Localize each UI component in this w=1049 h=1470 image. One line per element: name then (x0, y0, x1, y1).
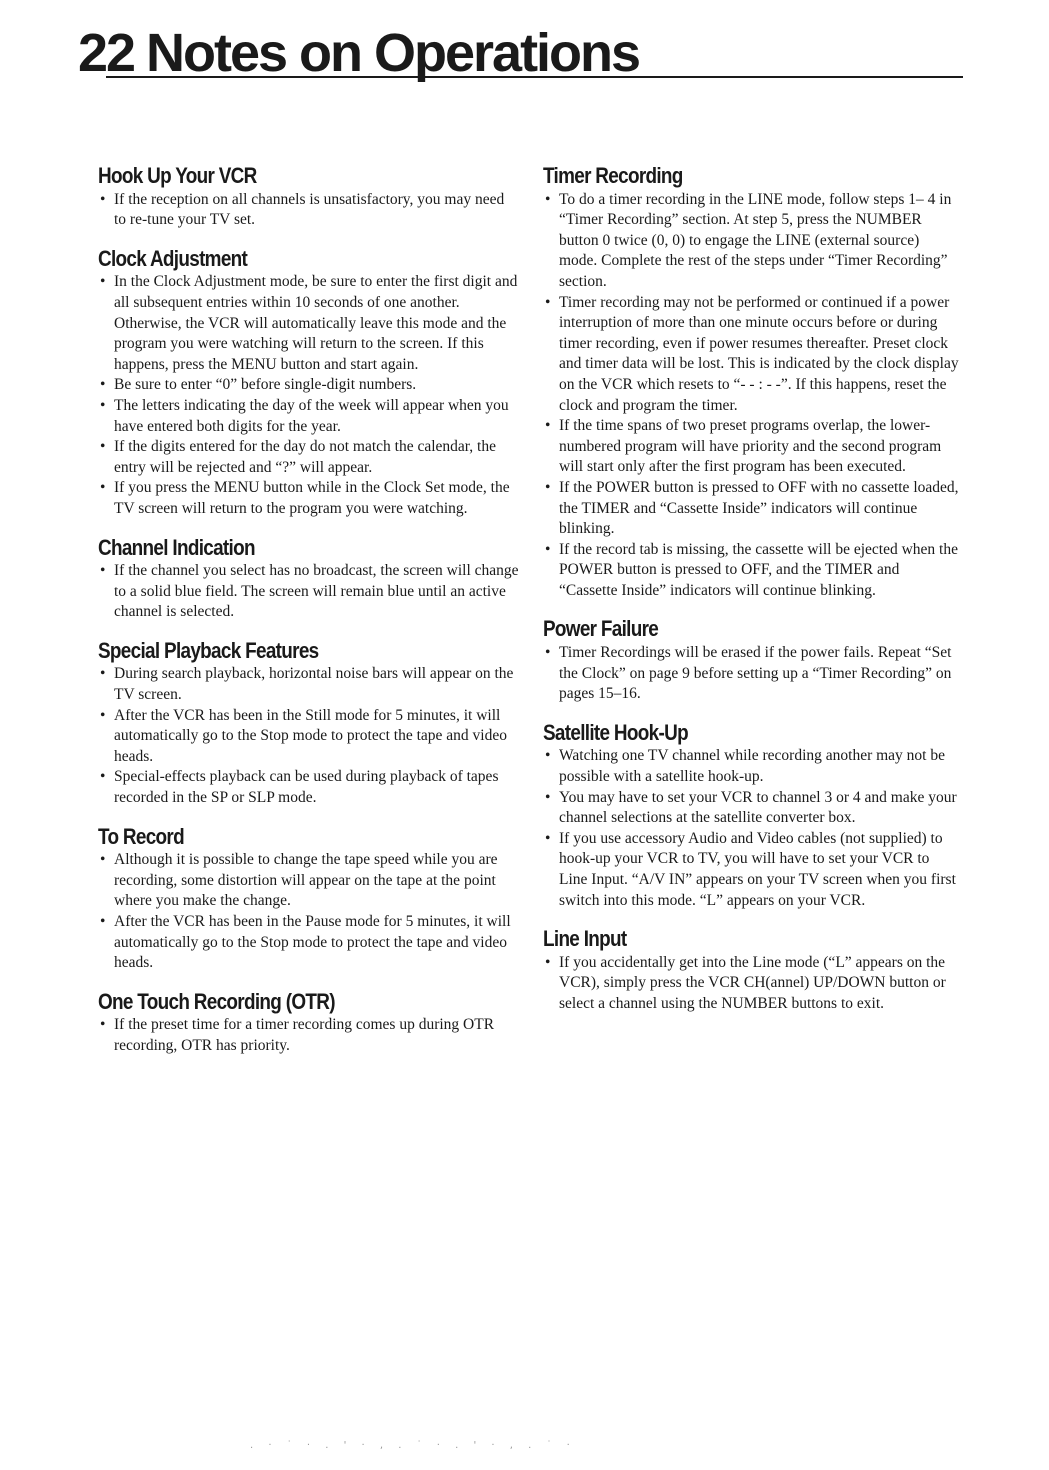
bullet-item: • If the POWER button is pressed to OFF with no cassette loaded, the TIMER and “Cassette Inside” indicators will continue blinking. (541, 478, 961, 540)
section-satellite-hook-up (541, 719, 961, 911)
bullet-item: • Special-effects playback can be used during playback of tapes recorded in the SP or SLP mode. (96, 767, 520, 808)
section-to-record (96, 823, 520, 974)
bullet-item: • If you accidentally get into the Line mode (“L” appears on the VCR), simply press the VCR CH(annel) UP/DOWN button or select a channel using the NUMBER buttons to exit. (541, 953, 961, 1015)
section-heading: Hook Up Your VCR (98, 163, 257, 188)
page-header (78, 22, 963, 86)
section-heading: To Record (98, 823, 184, 849)
bullet-item: • Timer Recordings will be erased if the power fails. Repeat “Set the Clock” on page 9 before setting up a “Timer Recording” on pages 15–16. (541, 643, 961, 705)
section-channel-indication (96, 534, 520, 623)
section-heading: Power Failure (543, 616, 659, 642)
section-heading: Channel Indication (98, 534, 255, 560)
bullet-item: • If the digits entered for the day do not match the calendar, the entry will be rejected and “?” will appear. (96, 437, 520, 478)
section-heading: Satellite Hook-Up (543, 719, 688, 745)
bullet-item: • If you use accessory Audio and Video cables (not supplied) to hook-up your VCR to TV, you will have to set your VCR to Line Input. “A/V IN” appears on your TV screen when you first switch into this mode. “L” appears on your VCR. (541, 829, 961, 911)
bullet-item: • If the time spans of two preset programs overlap, the lower-numbered program will have priority and the second program will start only after the first program has been executed. (541, 416, 961, 478)
section-heading: One Touch Recording (OTR) (98, 988, 335, 1014)
bullet-item: • After the VCR has been in the Pause mode for 5 minutes, it will automatically go to the Stop mode to protect the tape and video heads. (96, 912, 520, 974)
bullet-item: • If the preset time for a timer recording comes up during OTR recording, OTR has priority. (96, 1015, 520, 1056)
section-heading: Timer Recording (543, 163, 683, 188)
header-rule (106, 76, 963, 78)
bullet-item: • To do a timer recording in the LINE mode, follow steps 1– 4 in “Timer Recording” section. At step 5, press the NUMBER button 0 twice (0, 0) to engage the LINE (external source) mode. Complete the rest of the steps under “Timer Recording” section. (541, 190, 961, 293)
bullet-item: • If you press the MENU button while in the Clock Set mode, the TV screen will return to the program you were watching. (96, 478, 520, 519)
section-heading: Special Playback Features (98, 637, 319, 663)
page-number: 22 (78, 23, 135, 83)
section-heading: Clock Adjustment (98, 245, 248, 271)
bullet-item: • During search playback, horizontal noise bars will appear on the TV screen. (96, 664, 520, 705)
section-special-playback-features (96, 637, 520, 809)
bullet-item: • You may have to set your VCR to channel 3 or 4 and make your channel selections at the satellite converter box. (541, 788, 961, 829)
scan-noise: . · ˙ · . ' · , . ˙ · . ' · , . ˙ · (250, 1440, 576, 1451)
section-timer-recording (541, 163, 961, 601)
left-column (96, 163, 520, 1075)
right-column (541, 163, 961, 1033)
section-line-input (541, 926, 961, 1014)
bullet-item: • If the record tab is missing, the cassette will be ejected when the POWER button is pressed to OFF, and the TIMER and “Cassette Inside” indicators will continue blinking. (541, 540, 961, 602)
page-title: Notes on Operations (146, 23, 640, 83)
bullet-item: • After the VCR has been in the Still mode for 5 minutes, it will automatically go to the Stop mode to protect the tape and video heads. (96, 706, 520, 768)
bullet-item: • Be sure to enter “0” before single-digit numbers. (96, 375, 520, 396)
section-one-touch-recording (96, 988, 520, 1057)
bullet-item: • If the channel you select has no broadcast, the screen will change to a solid blue field. The screen will remain blue until an active channel is selected. (96, 561, 520, 623)
bullet-item: • If the reception on all channels is unsatisfactory, you may need to re-tune your TV set. (96, 190, 520, 231)
bullet-item: • The letters indicating the day of the week will appear when you have entered both digits for the year. (96, 396, 520, 437)
section-hook-up-your-vcr (96, 163, 520, 231)
bullet-item: • In the Clock Adjustment mode, be sure to enter the first digit and all subsequent entries within 10 seconds of one another. Otherwise, the VCR will automatically leave this mode and the program you were watching will return to the screen. If this happens, press the MENU button and start again. (96, 272, 520, 375)
bullet-item: • Watching one TV channel while recording another may not be possible with a satellite hook-up. (541, 746, 961, 787)
section-power-failure (541, 616, 961, 704)
bullet-item: • Although it is possible to change the tape speed while you are recording, some distortion will appear on the tape at the point where you make the change. (96, 850, 520, 912)
section-heading: Line Input (543, 926, 627, 952)
section-clock-adjustment (96, 245, 520, 520)
bullet-item: • Timer recording may not be performed or continued if a power interruption of more than one minute occurs before or during timer recording, even if power resumes thereafter. Preset clock and timer data will be lost. This is indicated by the clock display on the VCR which resets to “- - : - -”. If this happens, reset the clock and program the timer. (541, 293, 961, 417)
